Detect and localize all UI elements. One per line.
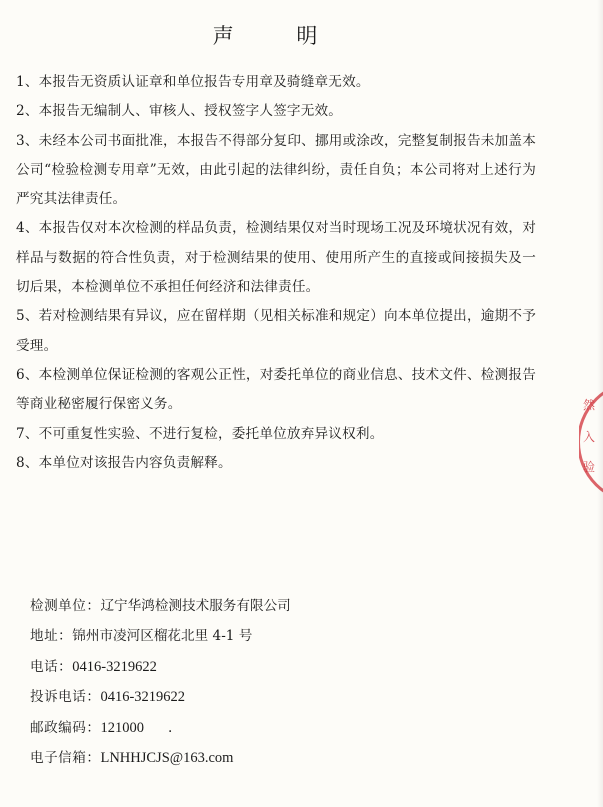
phone-label: 电话： [30,658,73,675]
contact-block [30,591,510,773]
clause-7: 7、不可重复性实验、不进行复检，委托单位放弃异议权利。 [16,425,384,442]
unit-label: 检测单位： [30,598,101,614]
address-value: 锦州市凌河区榴花北里 4-1 号 [72,628,253,645]
contact-unit [30,591,510,621]
postcode-value: 121000 [100,719,144,736]
clause-4: 4、本报告仅对本次检测的样品负责，检测结果仅对当时现场工况及环境状况有效，对样品与数据的符合性负责，对于检测结果的使用、使用所产生的直接或间接损失及一切后果，本检测单位不承担任何经济和法律责任。 [16,220,536,296]
complaint-phone-label: 投诉电话： [30,689,101,706]
email-value: LNHHJCJS@163.com [100,750,234,767]
clause-3: 3、未经本公司书面批准，本报告不得部分复印、挪用或涂改，完整复制报告未加盖本公司“检验检测专用章”无效，由此引起的法律纠纷，责任自负；本公司将对上述行为严究其法律责任。 [16,132,536,208]
page-edge-shadow [597,0,603,807]
complaint-phone-value: 0416-3219622 [100,689,186,706]
clause-5: 5、若对检测结果有异议，应在留样期（见相关标准和规定）向本单位提出，逾期不予受理。 [16,308,536,354]
postcode-mark: . [167,719,173,736]
seal-char-2: 入 [583,430,596,444]
clause-2: 2、本报告无编制人、审核人、授权签字人签字无效。 [16,103,343,120]
seal-char-3: 验 [583,460,596,474]
contact-address [30,621,510,651]
address-label: 地址： [30,628,73,645]
contact-phone [30,652,510,682]
clause-1: 1、本报告无资质认证章和单位报告专用章及骑缝章无效。 [16,74,370,90]
clause-list [16,68,536,478]
clause-8: 8、本单位对该报告内容负责解释。 [16,454,232,471]
clause-6: 6、本检测单位保证检测的客观公正性，对委托单位的商业信息、技术文件、检测报告等商业秘密履行保密义务。 [16,366,536,413]
contact-email [30,743,510,773]
contact-postcode [30,713,510,743]
unit-value: 辽宁华鸿检测技术服务有限公司 [100,598,291,614]
postcode-label: 邮政编码： [30,719,101,736]
contact-complaint-phone [30,682,510,712]
seal-char-1: 然 [583,398,596,412]
page-title: 声 明 [212,24,346,48]
email-label: 电子信箱： [30,750,101,767]
phone-value: 0416-3219622 [72,658,157,675]
